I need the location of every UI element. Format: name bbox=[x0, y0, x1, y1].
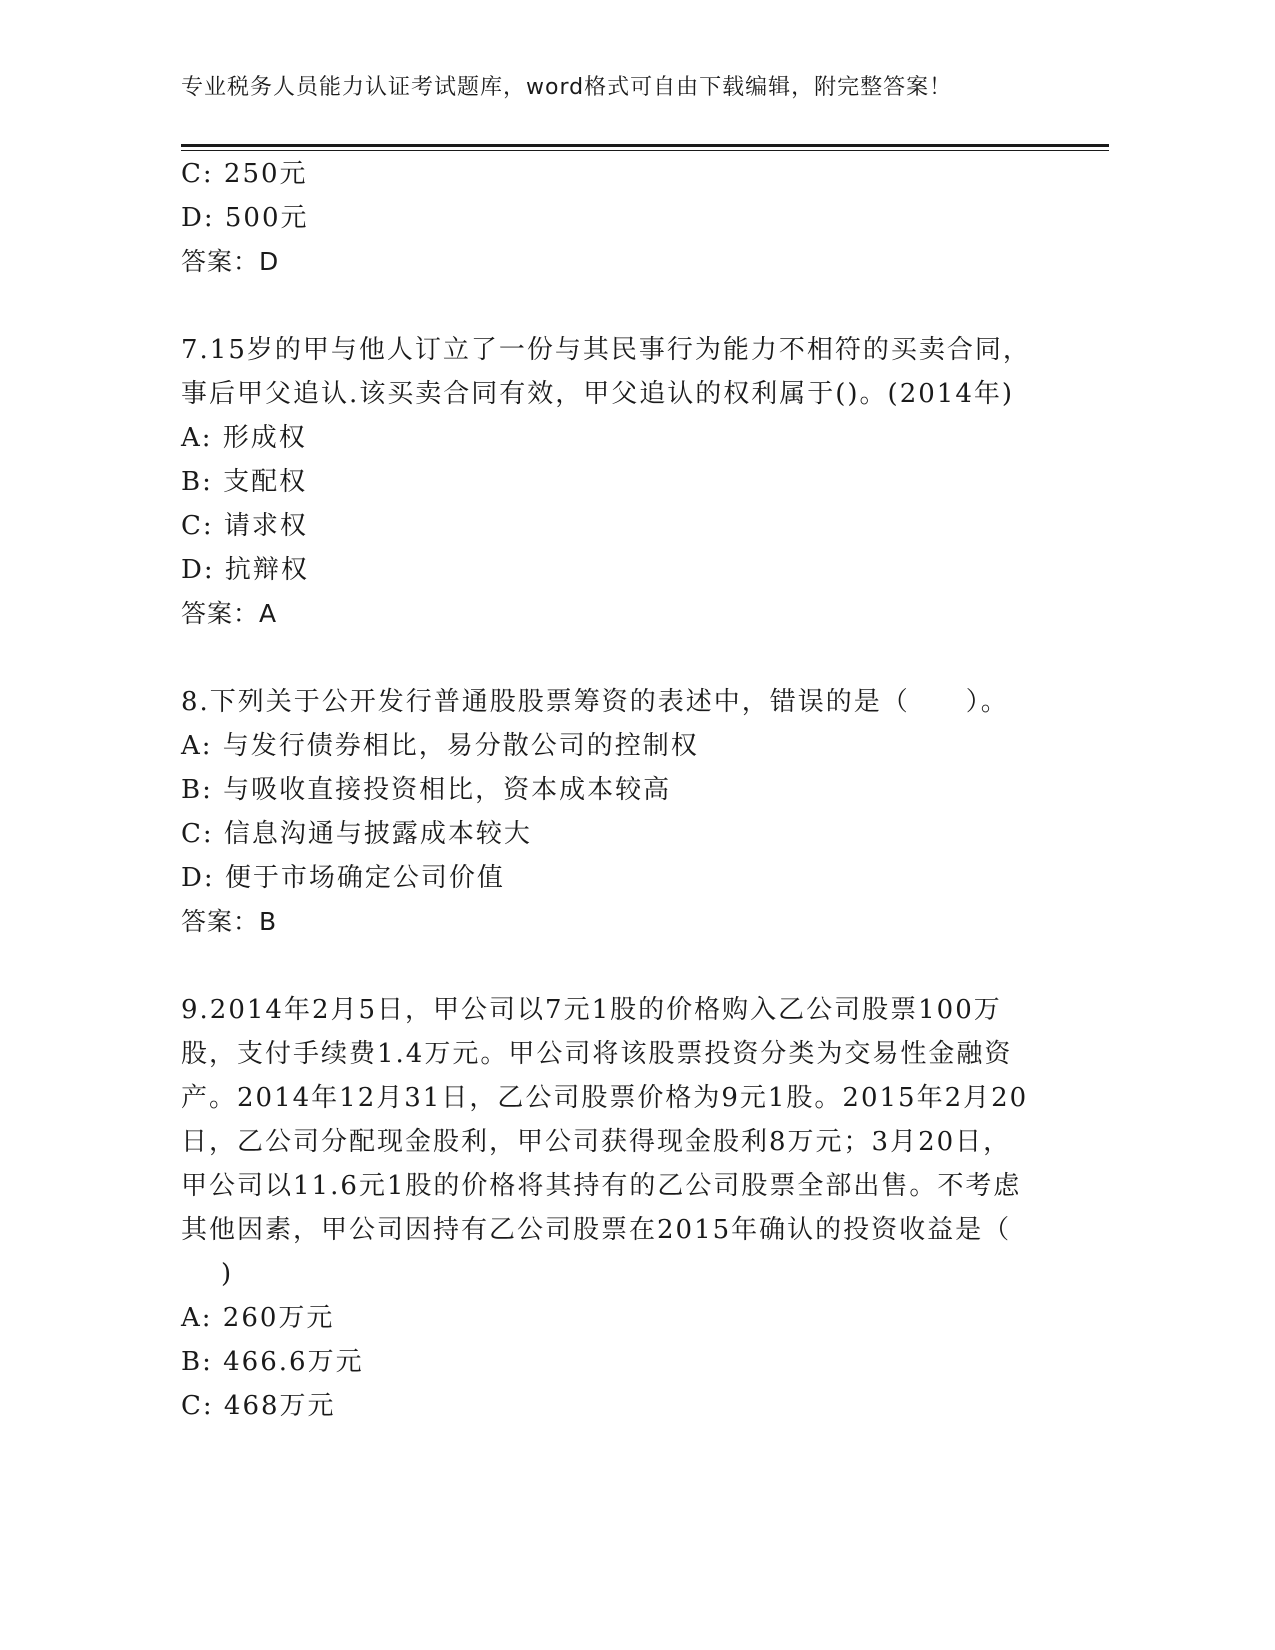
question-text-line: 日，乙公司分配现金股利，甲公司获得现金股利8万元；3月20日， bbox=[181, 1127, 1012, 1157]
question-text-line: 事后甲父追认.该买卖合同有效，甲父追认的权利属于()。(2014年) bbox=[181, 379, 1015, 409]
question-text-line: ) bbox=[221, 1259, 234, 1289]
option-a: A: 260万元 bbox=[181, 1303, 335, 1333]
answer-line: 答案：B bbox=[181, 907, 278, 936]
spacer bbox=[181, 636, 1061, 680]
spacer bbox=[181, 284, 1061, 328]
answer-line: 答案：A bbox=[181, 599, 278, 628]
option-c: C: 请求权 bbox=[181, 511, 308, 541]
question-text-line: 8.下列关于公开发行普通股股票筹资的表述中，错误的是（ ）。 bbox=[181, 687, 1009, 717]
option-d: D: 抗辩权 bbox=[181, 555, 309, 585]
option-c: C: 250元 bbox=[181, 159, 308, 189]
option-b: B: 支配权 bbox=[181, 467, 308, 497]
option-b: B: 与吸收直接投资相比，资本成本较高 bbox=[181, 775, 672, 805]
option-b: B: 466.6万元 bbox=[181, 1347, 364, 1377]
option-d: D: 500元 bbox=[181, 203, 309, 233]
page-header: 专业税务人员能力认证考试题库，word格式可自由下载编辑，附完整答案！ bbox=[181, 75, 953, 100]
question-9 bbox=[181, 988, 1041, 1296]
option-c: C: 信息沟通与披露成本较大 bbox=[181, 819, 532, 849]
header-rule-thick bbox=[181, 144, 1109, 147]
option-a: A: 形成权 bbox=[181, 423, 307, 453]
answer-line: 答案：D bbox=[181, 247, 280, 276]
question-text-line: 产。2014年12月31日，乙公司股票价格为9元1股。2015年2月20 bbox=[181, 1083, 1029, 1113]
spacer bbox=[181, 944, 1061, 988]
option-a: A: 与发行债券相比，易分散公司的控制权 bbox=[181, 731, 699, 761]
question-8 bbox=[181, 680, 1041, 724]
question-7 bbox=[181, 328, 1041, 416]
header-rule-thin bbox=[181, 150, 1109, 151]
question-text-line: 其他因素，甲公司因持有乙公司股票在2015年确认的投资收益是（ bbox=[181, 1215, 1012, 1245]
question-text-line: 股，支付手续费1.4万元。甲公司将该股票投资分类为交易性金融资 bbox=[181, 1039, 1013, 1069]
document-content bbox=[181, 152, 1061, 1428]
option-c: C: 468万元 bbox=[181, 1391, 336, 1421]
question-text-line: 9.2014年2月5日，甲公司以7元1股的价格购入乙公司股票100万 bbox=[181, 995, 1002, 1025]
option-d: D: 便于市场确定公司价值 bbox=[181, 863, 505, 893]
question-text-line: 甲公司以11.6元1股的价格将其持有的乙公司股票全部出售。不考虑 bbox=[181, 1171, 1022, 1201]
question-text-line: 7.15岁的甲与他人订立了一份与其民事行为能力不相符的买卖合同， bbox=[181, 335, 1031, 365]
